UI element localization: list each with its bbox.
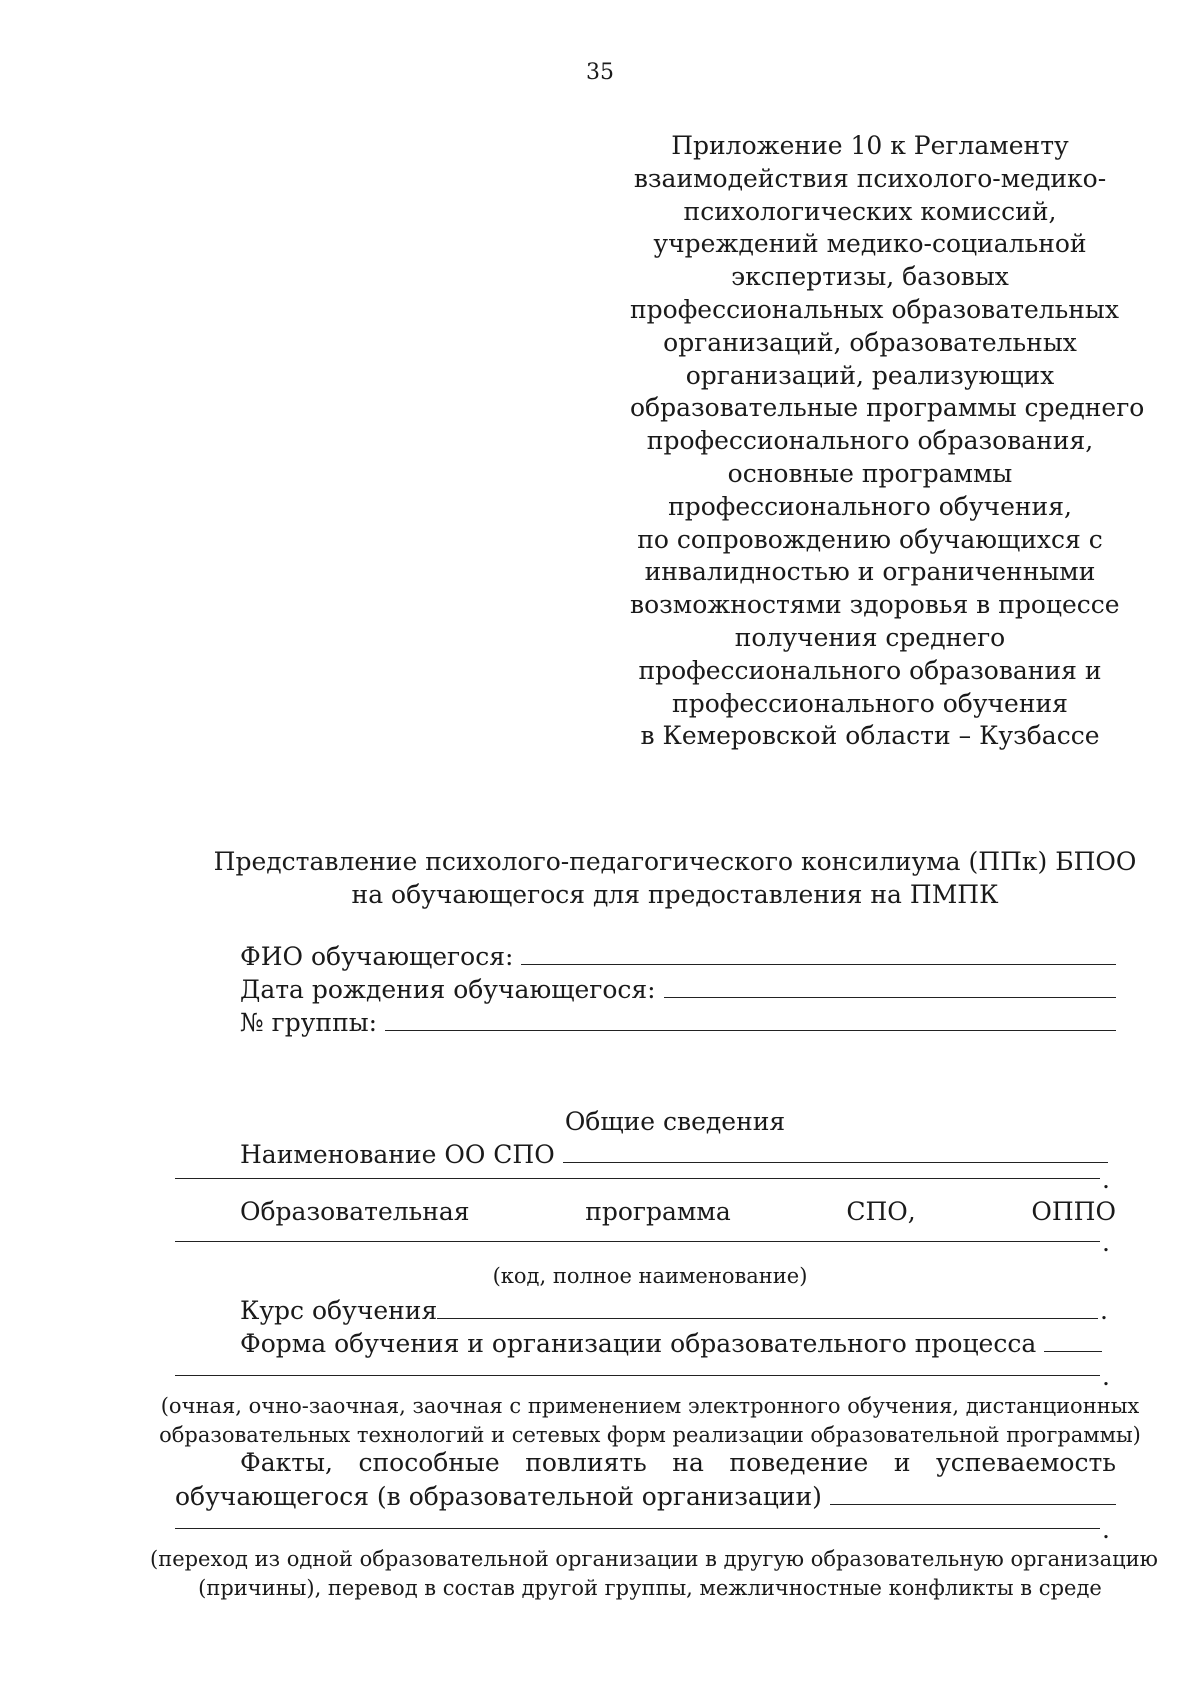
program-caption — [150, 1262, 1150, 1291]
appendix-line: профессионального образования, — [646, 426, 1094, 456]
org-name-continuation-blank[interactable] — [175, 1178, 1100, 1179]
appendix-line: Приложение 10 к Регламенту — [671, 131, 1069, 160]
facts-continuation-blank[interactable] — [175, 1528, 1100, 1529]
appendix-line: взаимодействия психолого-медико- — [633, 163, 1107, 193]
appendix-line: профессионального образования и — [638, 655, 1102, 685]
facts-word: успеваемость — [936, 1448, 1116, 1477]
appendix-line: учреждений медико-социальной — [653, 229, 1087, 259]
line-end-dot: . — [1100, 1296, 1108, 1325]
program-row — [240, 1196, 1116, 1228]
program-word: Образовательная — [240, 1197, 470, 1226]
title-line-1: Представление психолого-педагогического консилиума (ППк) БПОО — [213, 847, 1137, 876]
org-field-row — [240, 1138, 1108, 1171]
facts-caption-line-1: (переход из одной образовательной организации в другую образовательную организацию — [150, 1547, 1158, 1571]
program-word: программа — [585, 1197, 731, 1226]
facts-caption — [150, 1545, 1158, 1603]
course-blank[interactable] — [437, 1294, 1098, 1319]
program-word: СПО, — [846, 1197, 916, 1226]
appendix-line: в Кемеровской области – Кузбассе — [640, 721, 1100, 751]
birth-date-blank[interactable] — [664, 973, 1116, 998]
line-end-dot: . — [1102, 1515, 1110, 1544]
group-label: № группы: — [240, 1008, 378, 1037]
appendix-line: инвалидностью и ограниченными — [644, 557, 1096, 587]
fio-blank[interactable] — [521, 940, 1116, 965]
appendix-line: организаций, реализующих — [685, 360, 1055, 390]
form-caption-line-1: (очная, очно-заочная, заочная с применением электронного обучения, дистанционных — [160, 1394, 1140, 1418]
program-word: ОППО — [1031, 1197, 1116, 1226]
appendix-line: получения среднего — [734, 622, 1006, 652]
facts-word: поведение — [729, 1448, 869, 1477]
form-label: Форма обучения и организации образовательного процесса — [240, 1329, 1037, 1358]
line-end-dot: . — [1102, 1165, 1110, 1194]
form-caption — [150, 1392, 1150, 1450]
section-title-general: Общие сведения — [564, 1107, 786, 1136]
appendix-line: по сопровождению обучающихся с — [637, 524, 1103, 554]
birth-date-label: Дата рождения обучающегося: — [240, 975, 656, 1004]
page-number: 35 — [586, 60, 614, 85]
group-field-row — [240, 1006, 1116, 1039]
appendix-line: экспертизы, базовых — [731, 262, 1009, 292]
facts-blank[interactable] — [830, 1480, 1116, 1505]
form-field-row — [240, 1327, 1102, 1360]
appendix-line: возможностями здоровья в процессе — [630, 590, 1120, 620]
appendix-line: профессионального обучения, — [668, 491, 1072, 521]
facts-word: и — [893, 1448, 911, 1477]
appendix-line: психологических комиссий, — [683, 196, 1057, 226]
birth-field-row — [240, 973, 1116, 1006]
appendix-line: основные программы — [727, 458, 1013, 488]
program-caption-text: (код, полное наименование) — [492, 1264, 808, 1288]
group-blank[interactable] — [385, 1006, 1116, 1031]
appendix-line: профессиональных образовательных — [630, 294, 1119, 324]
course-field-row — [240, 1294, 1108, 1327]
facts-word: повлиять — [525, 1448, 647, 1477]
line-end-dot: . — [1102, 1228, 1110, 1257]
form-continuation-blank[interactable] — [175, 1375, 1100, 1376]
facts-word: способные — [358, 1448, 500, 1477]
form-blank[interactable] — [1044, 1327, 1102, 1352]
facts-word: на — [672, 1448, 704, 1477]
fio-label: ФИО обучающегося: — [240, 942, 514, 971]
org-name-blank[interactable] — [563, 1138, 1108, 1163]
facts-field-row — [175, 1480, 1116, 1513]
program-blank[interactable] — [175, 1241, 1100, 1242]
form-caption-line-2: образовательных технологий и сетевых форм реализации образовательной программы) — [159, 1423, 1141, 1447]
fio-field-row — [240, 940, 1116, 973]
facts-label: обучающегося (в образовательной организации) — [175, 1482, 822, 1511]
appendix-line: профессионального обучения — [672, 688, 1068, 718]
course-label: Курс обучения — [240, 1296, 438, 1325]
org-name-label: Наименование ОО СПО — [240, 1140, 555, 1169]
title-line-2: на обучающегося для предоставления на ПМПК — [351, 879, 999, 909]
document-title — [175, 846, 1175, 912]
line-end-dot: . — [1102, 1362, 1110, 1391]
facts-caption-line-2: (причины), перевод в состав другой группы, межличностные конфликты в среде — [198, 1576, 1102, 1600]
appendix-line: организаций, образовательных — [663, 327, 1077, 357]
facts-word: Факты, — [240, 1448, 333, 1477]
appendix-header — [630, 130, 1145, 753]
appendix-line: образовательные программы среднего — [630, 393, 1145, 423]
facts-row — [240, 1447, 1116, 1479]
